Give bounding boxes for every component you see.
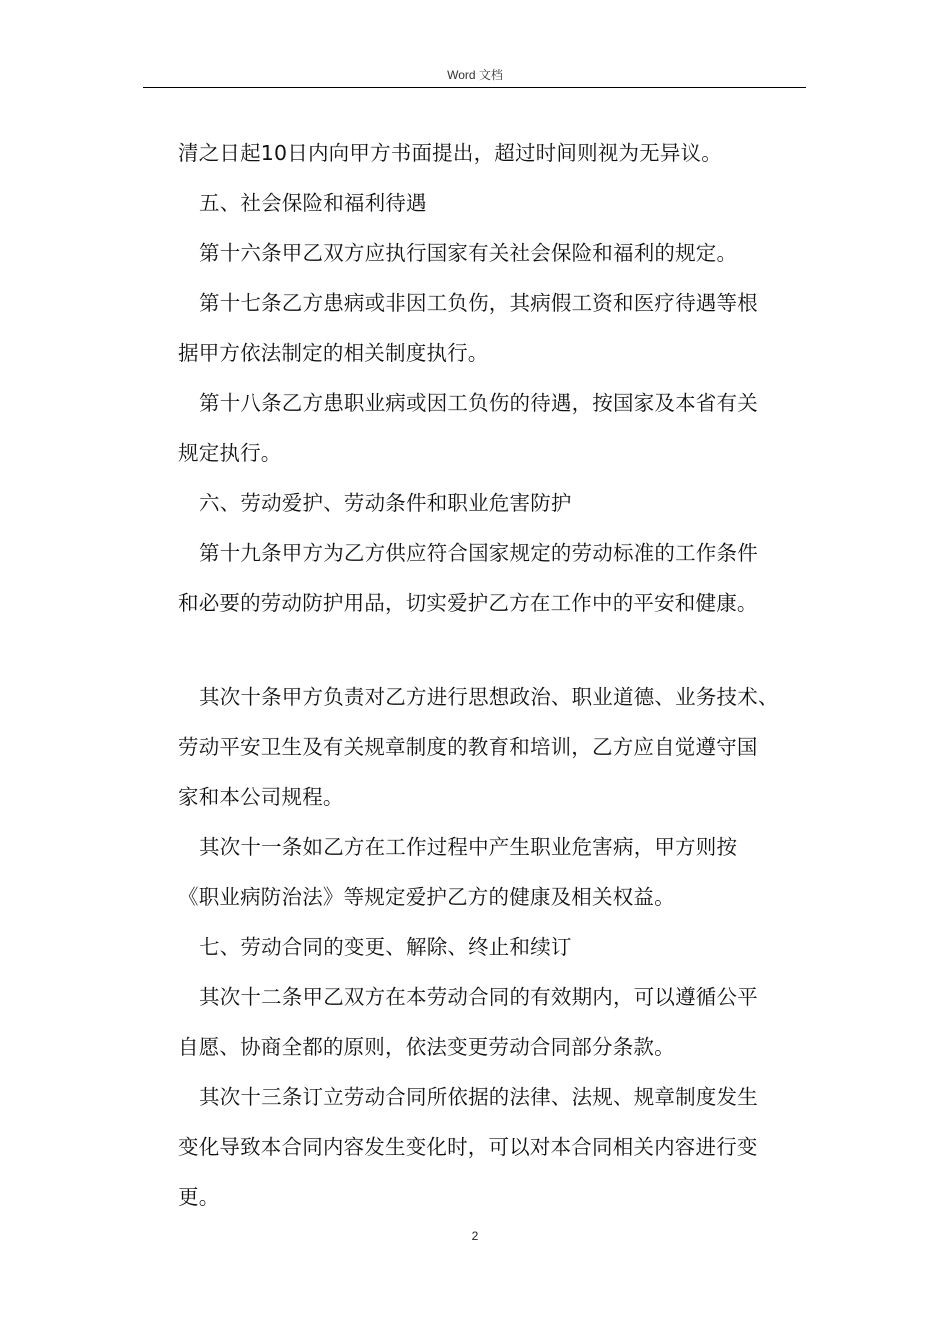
paragraph-line: 变化导致本合同内容发生变化时，可以对本合同相关内容进行变 bbox=[178, 1135, 758, 1159]
paragraph-line: 第十九条甲方为乙方供应符合国家规定的劳动标准的工作条件 bbox=[199, 541, 758, 565]
paragraph-line: 家和本公司规程。 bbox=[178, 785, 344, 809]
section-heading: 七、劳动合同的变更、解除、终止和续订 bbox=[199, 935, 572, 959]
paragraph-line: 第十六条甲乙双方应执行国家有关社会保险和福利的规定。 bbox=[199, 241, 738, 265]
paragraph-line: 规定执行。 bbox=[178, 441, 282, 465]
header-title: Word 文档 bbox=[447, 68, 503, 82]
paragraph-line: 其次十三条订立劳动合同所依据的法律、法规、规章制度发生 bbox=[199, 1085, 758, 1109]
paragraph-line: 其次十条甲方负责对乙方进行思想政治、职业道德、业务技术、 bbox=[199, 685, 779, 709]
paragraph-line: 劳动平安卫生及有关规章制度的教育和培训，乙方应自觉遵守国 bbox=[178, 735, 758, 759]
paragraph-line: 据甲方依法制定的相关制度执行。 bbox=[178, 341, 489, 365]
paragraph-line: 清之日起10日内向甲方书面提出，超过时间则视为无异议。 bbox=[178, 141, 722, 165]
paragraph-line: 和必要的劳动防护用品，切实爱护乙方在工作中的平安和健康。 bbox=[178, 591, 758, 615]
paragraph-line: 自愿、协商全都的原则，依法变更劳动合同部分条款。 bbox=[178, 1035, 675, 1059]
paragraph-line: 其次十一条如乙方在工作过程中产生职业危害病，甲方则按 bbox=[199, 835, 738, 859]
paragraph-line: 更。 bbox=[178, 1185, 220, 1209]
paragraph-line: 第十八条乙方患职业病或因工负伤的待遇，按国家及本省有关 bbox=[199, 391, 758, 415]
paragraph-line: 《职业病防治法》等规定爱护乙方的健康及相关权益。 bbox=[178, 885, 675, 909]
paragraph-gap bbox=[178, 628, 818, 672]
header-divider bbox=[143, 87, 806, 88]
paragraph-line: 其次十二条甲乙双方在本劳动合同的有效期内，可以遵循公平 bbox=[199, 985, 758, 1009]
section-heading: 六、劳动爱护、劳动条件和职业危害防护 bbox=[199, 491, 572, 515]
paragraph-line: 第十七条乙方患病或非因工负伤，其病假工资和医疗待遇等根 bbox=[199, 291, 758, 315]
document-body bbox=[178, 128, 818, 1222]
section-heading: 五、社会保险和福利待遇 bbox=[199, 191, 427, 215]
page-number: 2 bbox=[471, 1229, 479, 1243]
